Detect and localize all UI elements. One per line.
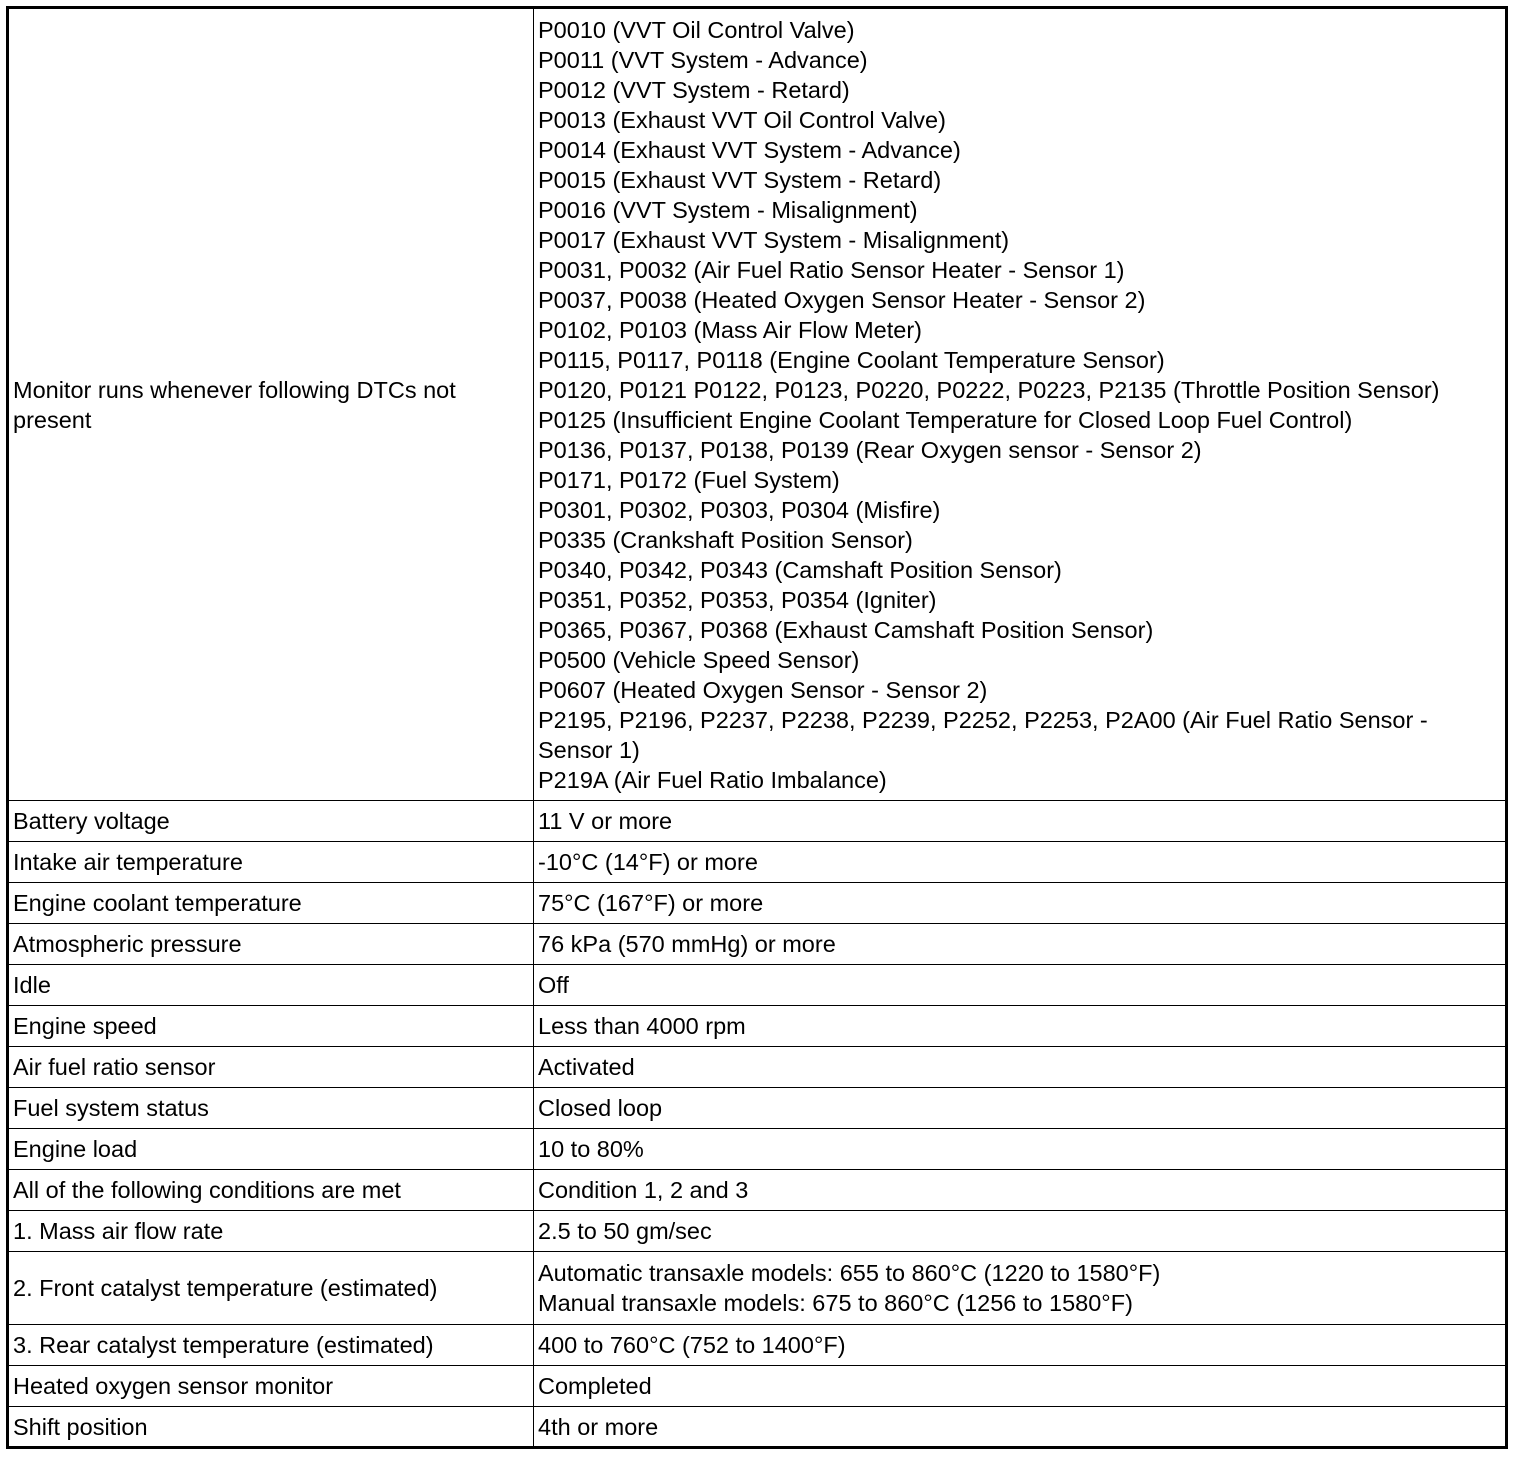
row-value: Condition 1, 2 and 3 (534, 1170, 1507, 1211)
dtc-row-label: Monitor runs whenever following DTCs not present (8, 8, 534, 801)
dtc-code: P0014 (Exhaust VVT System - Advance) (538, 137, 961, 163)
table-row (8, 1211, 1507, 1252)
table-row (8, 1325, 1507, 1366)
dtc-code: P0011 (VVT System - Advance) (538, 47, 868, 73)
row-label: 3. Rear catalyst temperature (estimated) (8, 1325, 534, 1366)
table-row (8, 924, 1507, 965)
table-row (8, 883, 1507, 924)
table-row (8, 1129, 1507, 1170)
dtc-code: P0125 (Insufficient Engine Coolant Temperature for Closed Loop Fuel Control) (538, 407, 1353, 433)
row-label: Engine speed (8, 1006, 534, 1047)
row-value: Off (534, 965, 1507, 1006)
table-row (8, 1366, 1507, 1407)
row-value: Completed (534, 1366, 1507, 1407)
row-label: Air fuel ratio sensor (8, 1047, 534, 1088)
dtc-code: P0115, P0117, P0118 (Engine Coolant Temperature Sensor) (538, 347, 1165, 373)
row-label: 1. Mass air flow rate (8, 1211, 534, 1252)
row-label: Battery voltage (8, 801, 534, 842)
dtc-code: P0015 (Exhaust VVT System - Retard) (538, 167, 942, 193)
dtc-code: P0031, P0032 (Air Fuel Ratio Sensor Heater - Sensor 1) (538, 257, 1125, 283)
dtc-code: P0171, P0172 (Fuel System) (538, 467, 840, 493)
row-value: 75°C (167°F) or more (534, 883, 1507, 924)
dtc-row (8, 8, 1507, 801)
dtc-code: P0365, P0367, P0368 (Exhaust Camshaft Position Sensor) (538, 617, 1154, 643)
dtc-code: P0607 (Heated Oxygen Sensor - Sensor 2) (538, 677, 988, 703)
table-row (8, 842, 1507, 883)
table-row (8, 801, 1507, 842)
dtc-code: P0013 (Exhaust VVT Oil Control Valve) (538, 107, 946, 133)
row-value: Activated (534, 1047, 1507, 1088)
row-label: Intake air temperature (8, 842, 534, 883)
dtc-code: P0016 (VVT System - Misalignment) (538, 197, 918, 223)
dtc-code: P2195, P2196, P2237, P2238, P2239, P2252, P2253, P2A00 (Air Fuel Ratio Sensor - (538, 707, 1428, 733)
row-label: All of the following conditions are met (8, 1170, 534, 1211)
row-value: -10°C (14°F) or more (534, 842, 1507, 883)
dtc-code: P0500 (Vehicle Speed Sensor) (538, 647, 860, 673)
table-row (8, 1407, 1507, 1448)
dtc-code-list (534, 8, 1507, 801)
row-label: Engine load (8, 1129, 534, 1170)
row-label: Shift position (8, 1407, 534, 1448)
monitor-conditions-table (6, 6, 1508, 1449)
dtc-code: P0335 (Crankshaft Position Sensor) (538, 527, 913, 553)
dtc-code: P0351, P0352, P0353, P0354 (Igniter) (538, 587, 937, 613)
dtc-code: P0136, P0137, P0138, P0139 (Rear Oxygen sensor - Sensor 2) (538, 437, 1202, 463)
row-label: 2. Front catalyst temperature (estimated) (8, 1252, 534, 1325)
dtc-code: P0010 (VVT Oil Control Valve) (538, 17, 855, 43)
dtc-code: P0102, P0103 (Mass Air Flow Meter) (538, 317, 922, 343)
row-value: 400 to 760°C (752 to 1400°F) (534, 1325, 1507, 1366)
row-value: Closed loop (534, 1088, 1507, 1129)
row-label: Heated oxygen sensor monitor (8, 1366, 534, 1407)
row-value-line: Manual transaxle models: 675 to 860°C (1256 to 1580°F) (538, 1290, 1133, 1316)
row-value: 10 to 80% (534, 1129, 1507, 1170)
dtc-code: Sensor 1) (538, 737, 640, 763)
dtc-code: P0037, P0038 (Heated Oxygen Sensor Heater - Sensor 2) (538, 287, 1146, 313)
table-row (8, 1252, 1507, 1325)
row-value: Less than 4000 rpm (534, 1006, 1507, 1047)
row-label: Fuel system status (8, 1088, 534, 1129)
dtc-code: P0340, P0342, P0343 (Camshaft Position Sensor) (538, 557, 1062, 583)
row-value-line: Automatic transaxle models: 655 to 860°C (1220 to 1580°F) (538, 1260, 1161, 1286)
table-row (8, 1170, 1507, 1211)
dtc-code: P219A (Air Fuel Ratio Imbalance) (538, 767, 887, 793)
row-label: Engine coolant temperature (8, 883, 534, 924)
row-value (534, 1252, 1507, 1325)
row-label: Atmospheric pressure (8, 924, 534, 965)
dtc-code: P0301, P0302, P0303, P0304 (Misfire) (538, 497, 941, 523)
table-row (8, 1088, 1507, 1129)
table-row (8, 965, 1507, 1006)
row-value: 11 V or more (534, 801, 1507, 842)
dtc-code: P0120, P0121 P0122, P0123, P0220, P0222, P0223, P2135 (Throttle Position Sensor) (538, 377, 1440, 403)
row-label: Idle (8, 965, 534, 1006)
dtc-code: P0012 (VVT System - Retard) (538, 77, 850, 103)
table-row (8, 1006, 1507, 1047)
row-value: 2.5 to 50 gm/sec (534, 1211, 1507, 1252)
dtc-code: P0017 (Exhaust VVT System - Misalignment) (538, 227, 1010, 253)
row-value: 76 kPa (570 mmHg) or more (534, 924, 1507, 965)
table-row (8, 1047, 1507, 1088)
row-value: 4th or more (534, 1407, 1507, 1448)
